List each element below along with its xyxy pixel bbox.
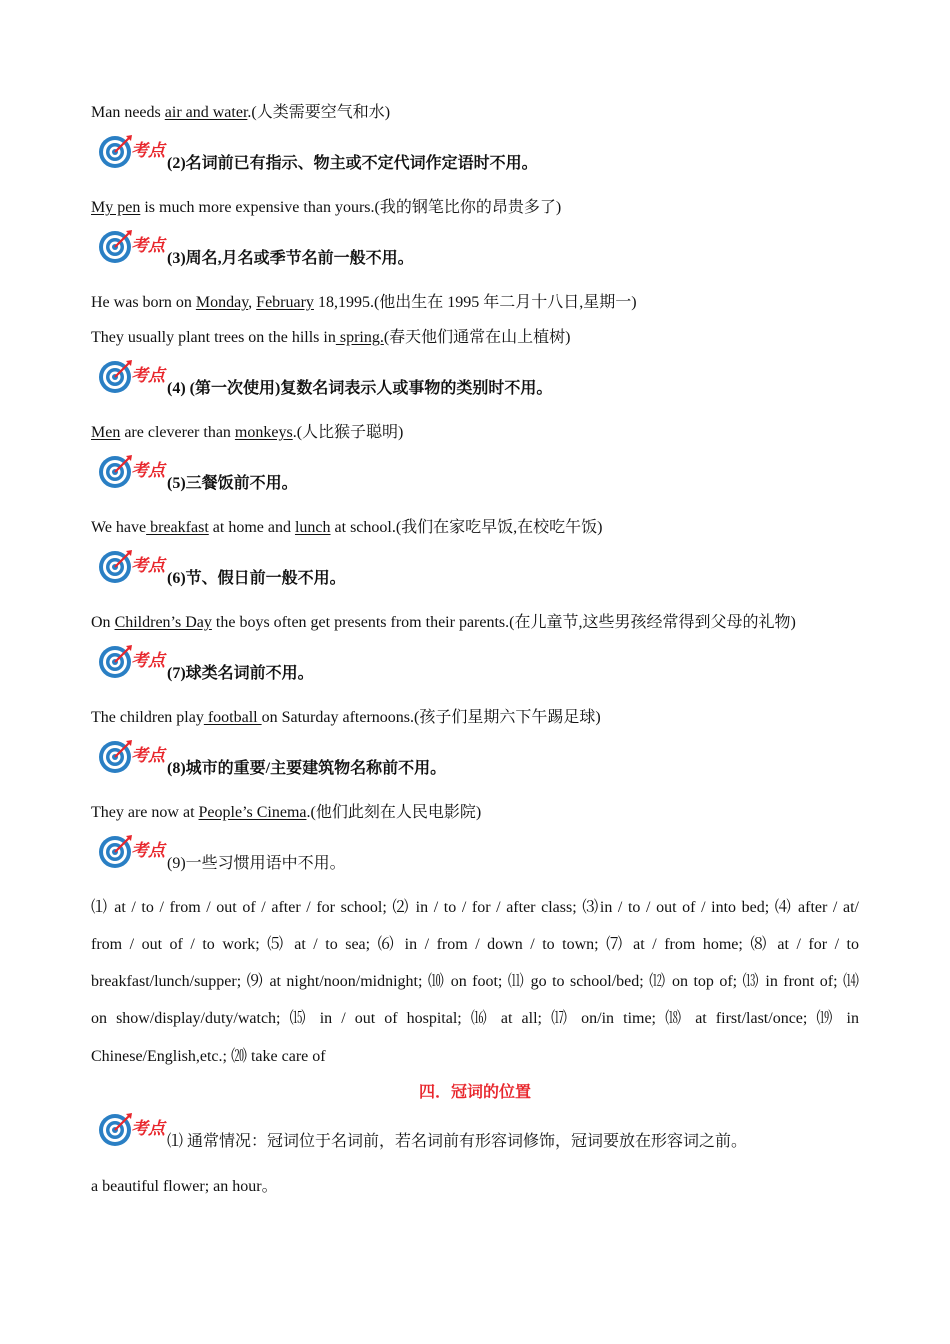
sentence-text: the boys often get presents from their parents.(在儿童节,这些男孩经常得到父母的礼物): [211, 614, 796, 631]
kaodian-badge-icon: [96, 737, 168, 777]
sentence-text: at home and: [208, 519, 295, 536]
sentence-text: are cleverer than: [120, 424, 235, 441]
sentence-text: On: [91, 614, 115, 631]
badge-label: 考点: [131, 141, 165, 161]
kaodian-badge-icon: [96, 452, 168, 492]
badge-label: 考点: [131, 556, 165, 576]
idiom-list-line: ⑴ at / to / from / out of / after / for school; ⑵ in / to / for / after class; ⑶in / to / out of / into bed; ⑷ after / at/: [91, 899, 859, 916]
sentence-text: is much more expensive than yours.(我的钢笔比你的昂贵多了): [140, 199, 562, 216]
underlined-term: Men: [91, 424, 121, 441]
kaodian-badge-icon: [96, 547, 168, 587]
badge-label: 考点: [131, 236, 165, 256]
kaodian-badge-icon: [96, 357, 168, 397]
example-sentence: [91, 707, 601, 729]
sentence-text: They are now at: [91, 804, 199, 821]
idiom-list-line: from / out of / to work; ⑸ at / to sea; ⑹ in / from / down / to town; ⑺ at / from home; ⑻ at / for / to: [91, 936, 859, 953]
sentence-text: at school.(我们在家吃早饭,在校吃午饭): [330, 519, 603, 536]
kaodian-badge-icon: [96, 132, 168, 172]
idiom-list-line: on show/display/duty/watch; ⒂ in / out of hospital; ⒃ at all; ⒄ on/in time; ⒅ at first/last/once; ⒆ in: [91, 1010, 859, 1027]
badge-label: 考点: [131, 651, 165, 671]
sentence-text: 18,1995.(他出生在 1995 年二月十八日,星期一): [313, 294, 637, 311]
sentence-text: We have: [91, 519, 147, 536]
idiom-list-line: Chinese/English,etc.; ⒇ take care of: [91, 1048, 326, 1065]
example-sentence: [91, 102, 390, 124]
rule-title: (2)名词前已有指示、物主或不定代词作定语时不用。: [167, 155, 538, 172]
example-sentence: [91, 1176, 278, 1198]
example-sentence: [91, 612, 796, 634]
example-sentence: [91, 197, 561, 219]
sentence-text: The children play: [91, 709, 204, 726]
sentence-text: He was born on: [91, 294, 196, 311]
underlined-term: Monday: [195, 294, 249, 311]
underlined-term: People’s Cinema: [198, 804, 307, 821]
kaodian-badge-icon: [96, 1110, 168, 1150]
rule-title: (3)周名,月名或季节名前一般不用。: [167, 250, 414, 267]
sentence-text: .(人类需要空气和水): [247, 104, 391, 121]
underlined-term: breakfast: [146, 519, 209, 536]
sentence-text: (春天他们通常在山上植树): [383, 329, 571, 346]
badge-label: 考点: [131, 746, 165, 766]
underlined-term: My pen: [91, 199, 141, 216]
sentence-text: .(人比猴子聪明): [292, 424, 404, 441]
badge-label: 考点: [131, 461, 165, 481]
sentence-text: Man needs: [91, 104, 165, 121]
underlined-term: monkeys: [234, 424, 293, 441]
underlined-term: football: [203, 709, 262, 726]
rule-title: (4) (第一次使用)复数名词表示人或事物的类别时不用。: [167, 380, 553, 397]
section-heading: 四．冠词的位置: [418, 1084, 531, 1101]
badge-label: 考点: [131, 1119, 165, 1139]
underlined-term: Children’s Day: [114, 614, 212, 631]
rule-title: ⑴ 通常情况：冠词位于名词前，若名词前有形容词修饰，冠词要放在形容词之前。: [167, 1133, 748, 1150]
sentence-text: They usually plant trees on the hills in: [91, 329, 336, 346]
example-sentence: [91, 802, 481, 824]
example-sentence: [91, 517, 603, 539]
kaodian-badge-icon: [96, 227, 168, 267]
sentence-text: .(他们此刻在人民电影院): [306, 804, 482, 821]
rule-title: (6)节、假日前一般不用。: [167, 570, 346, 587]
sentence-text: a beautiful flower; an hour。: [91, 1178, 278, 1195]
rule-title: (9)一些习惯用语中不用。: [167, 855, 346, 872]
rule-title: (5)三餐饭前不用。: [167, 475, 298, 492]
kaodian-badge-icon: [96, 642, 168, 682]
underlined-term: February: [256, 294, 314, 311]
underlined-term: air and water: [164, 104, 248, 121]
rule-title: (7)球类名词前不用。: [167, 665, 314, 682]
example-sentence: [91, 422, 403, 444]
sentence-text: ,: [248, 294, 257, 311]
underlined-term: lunch: [294, 519, 331, 536]
example-sentence: [91, 327, 571, 349]
underlined-term: spring.: [335, 329, 384, 346]
example-sentence: [91, 292, 637, 314]
kaodian-badge-icon: [96, 832, 168, 872]
idiom-list-line: breakfast/lunch/supper; ⑼ at night/noon/midnight; ⑽ on foot; ⑾ go to school/bed; ⑿ on top of; ⒀ in front of; ⒁: [91, 973, 859, 990]
badge-label: 考点: [131, 366, 165, 386]
rule-title: (8)城市的重要/主要建筑物名称前不用。: [167, 760, 447, 777]
sentence-text: on Saturday afternoons.(孩子们星期六下午踢足球): [261, 709, 601, 726]
badge-label: 考点: [131, 841, 165, 861]
